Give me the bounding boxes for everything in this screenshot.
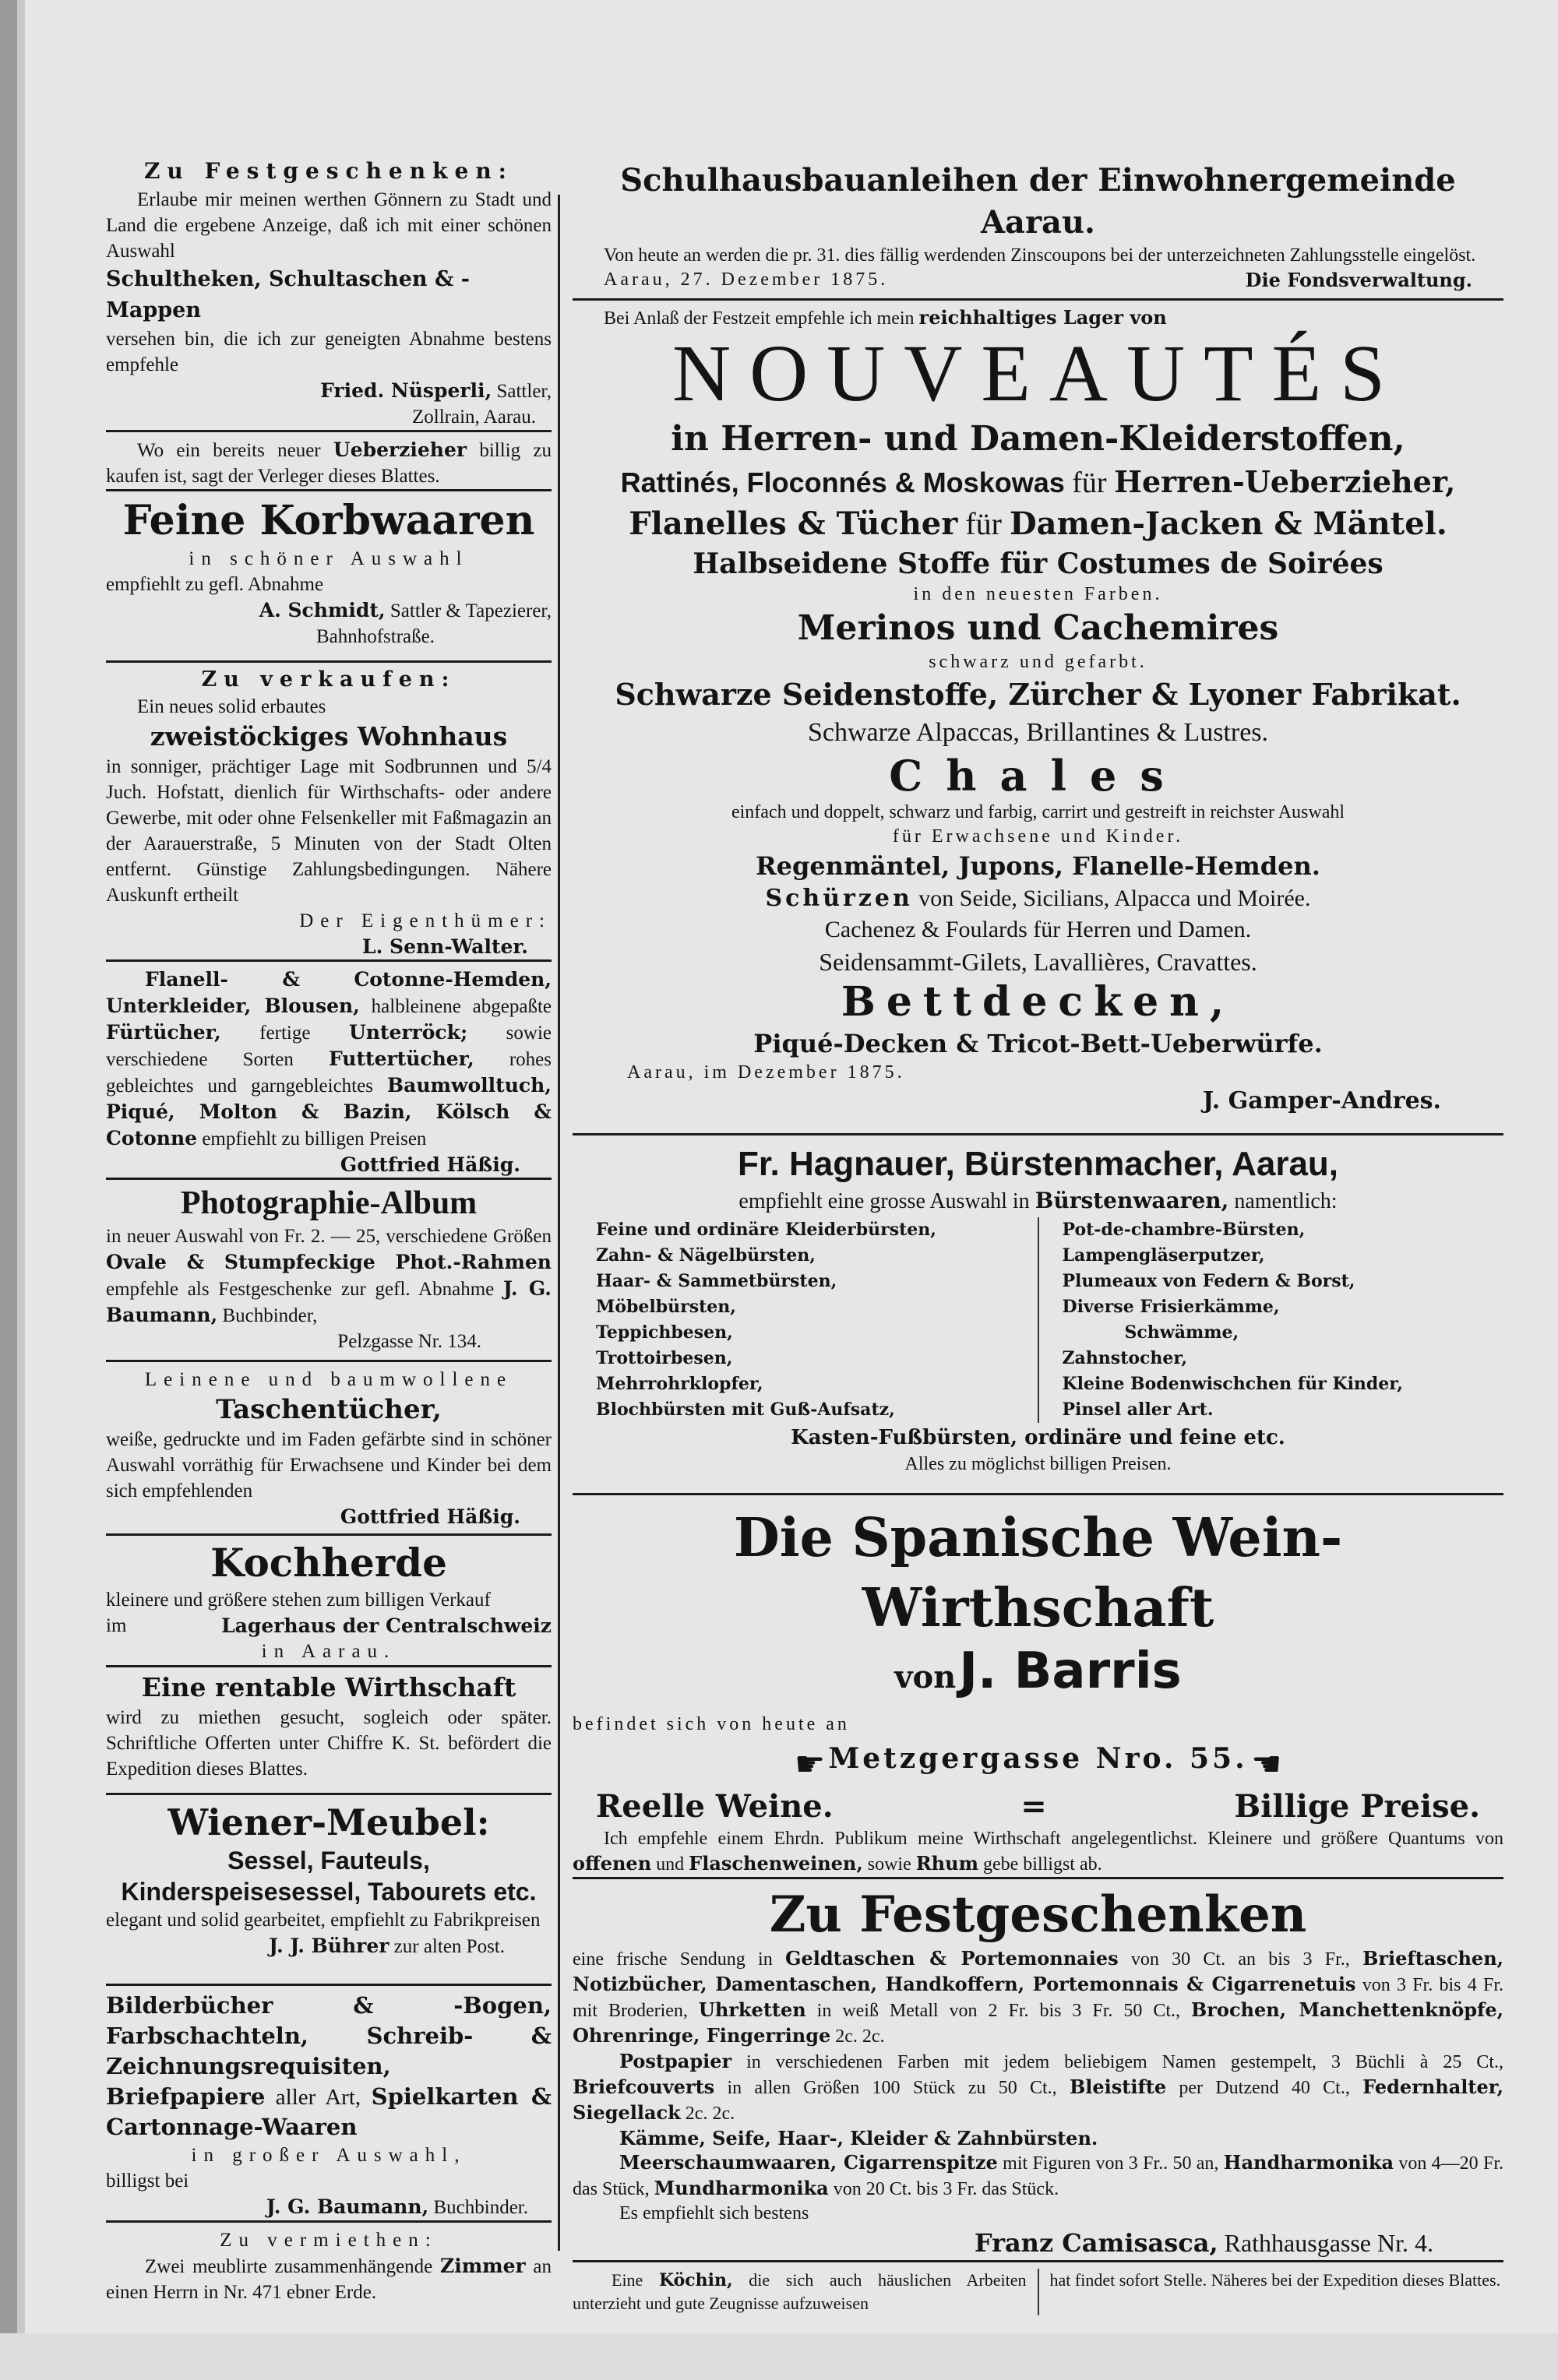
ad-title: Kochherde bbox=[210, 1540, 447, 1586]
ad-separator: = bbox=[1020, 1788, 1047, 1825]
signature-address: Pelzgasse Nr. 134. bbox=[337, 1331, 481, 1352]
signature-address: zur alten Post. bbox=[393, 1936, 505, 1957]
ad-keyword: Bilderbücher & -Bogen, Farbschachteln, Schreib- & Zeichnungsrequisiten, Briefpapiere bbox=[106, 1992, 552, 2110]
ad-line: Rattinés, Floconnés & Moskowas bbox=[620, 466, 1065, 498]
ad-line: Schürzen bbox=[765, 885, 913, 912]
ad-line: Herren-Ueberzieher, bbox=[1114, 464, 1456, 499]
ad-address: Metzgergasse Nro. 55. bbox=[828, 1742, 1248, 1775]
ad-text: an einen Herrn in Nr. 471 ebner Erde. bbox=[106, 2256, 552, 2303]
ad-keyword: reichhaltiges Lager von bbox=[918, 306, 1167, 329]
ad-text: in neuer Auswahl von Fr. 2. — 25, verschiedene Größen bbox=[106, 1226, 552, 1247]
ad-items: Sessel, Fauteuls, Kinderspeisesessel, Tabourets etc. bbox=[121, 1847, 537, 1906]
ad-note: Alles zu möglichst billigen Preisen. bbox=[904, 1454, 1172, 1474]
ad-keyword: Federnhalter, Siegellack bbox=[573, 2075, 1504, 2125]
ad-keyword: offenen bbox=[573, 1852, 652, 1875]
ad-keyword: Handharmonika bbox=[1223, 2151, 1394, 2174]
ad-line: einfach und doppelt, schwarz und farbig, carrirt und gestreift in reichster Auswahl bbox=[731, 802, 1345, 822]
ad-spanische-wein-wirthschaft bbox=[573, 1493, 1503, 1877]
ad-schulhausbauanleihen bbox=[573, 160, 1503, 298]
list-item: Feine und ordinäre Kleiderbürsten, bbox=[596, 1220, 936, 1240]
ad-title: Wiener-Meubel: bbox=[167, 1801, 490, 1843]
ad-bilderbuecher bbox=[106, 1984, 552, 2220]
list-item: Möbelbürsten, bbox=[596, 1297, 736, 1317]
list-item: Kleine Bodenwischchen für Kinder, bbox=[1062, 1374, 1403, 1394]
ad-wohnhaus bbox=[106, 660, 552, 959]
owner-label: Der Eigenthümer: bbox=[299, 910, 552, 931]
ad-body: Erlaube mir meinen werthen Gönnern zu Stadt und Land die ergebene Anzeige, daß ich mit einer schönen Auswahl bbox=[106, 189, 552, 262]
ad-text: in allen Größen 100 Stück zu 50 Ct., bbox=[714, 2078, 1070, 2099]
ad-keyword: Uhrketten bbox=[698, 1998, 806, 2022]
ad-line: Chales bbox=[889, 751, 1187, 801]
ad-keyword: Postpapier bbox=[619, 2050, 732, 2073]
ad-line: Flanelles & Tücher bbox=[629, 505, 958, 542]
ad-title: Fr. Hagnauer, Bürstenmacher, Aarau, bbox=[737, 1145, 1339, 1183]
ad-closing: Es empfiehlt sich bestens bbox=[619, 2203, 809, 2224]
signature-name: Gottfried Häßig. bbox=[340, 1505, 520, 1528]
ad-line: von Seide, Sicilians, Alpacca und Moirée. bbox=[912, 885, 1311, 911]
ad-keyword: Unterröck; bbox=[348, 1021, 468, 1044]
ad-text: hat findet sofort Stelle. Näheres bei der Expedition dieses Blattes. bbox=[1049, 2270, 1501, 2290]
ad-text: empfehle als Festgeschenke zur gefl. Abnahme bbox=[106, 1279, 495, 1300]
ad-text: von 3 Fr. bis 4 Fr. mit Broderien, bbox=[573, 1975, 1503, 2022]
ad-keyword: Futtertücher, bbox=[328, 1047, 474, 1070]
ad-keyword: Bleistifte bbox=[1069, 2075, 1167, 2099]
brush-list bbox=[573, 1217, 1503, 1423]
ad-text: Wo ein bereits neuer bbox=[137, 440, 333, 461]
ad-line: Schwarze Seidenstoffe, Zürcher & Lyoner Fabrikat. bbox=[615, 677, 1461, 712]
ad-keyword: Briefcouverts bbox=[573, 2075, 715, 2099]
page-bottom-margin bbox=[0, 2333, 1558, 2380]
ad-slogan: Reelle Weine. bbox=[596, 1788, 834, 1825]
ad-body: Von heute an werden die pr. 31. dies fällig werdenden Zinscoupons bei der unterzeichneten Zahlungsstelle eingelöst. bbox=[604, 245, 1476, 266]
ad-headline: zweistöckiges Wohnhaus bbox=[150, 721, 508, 752]
ad-slogan: Billige Preise. bbox=[1234, 1788, 1480, 1825]
signature-role: Buchbinder. bbox=[433, 2197, 528, 2218]
ad-body: elegant und solid gearbeitet, empfiehlt zu Fabrikpreisen bbox=[106, 1910, 541, 1931]
ad-text: sowie verschiedene Sorten bbox=[106, 1023, 552, 1070]
proprietor-name: J. Barris bbox=[959, 1642, 1182, 1700]
ad-keyword: Zimmer bbox=[439, 2255, 526, 2277]
signature-name: Die Fondsverwaltung. bbox=[1245, 269, 1472, 291]
signature-address: Rathhausgasse Nr. 4. bbox=[1224, 2229, 1433, 2258]
signature-name: Gottfried Häßig. bbox=[340, 1153, 520, 1176]
ad-text: mit Figuren von 3 Fr.. 50 an, bbox=[997, 2153, 1224, 2174]
ad-line: für Erwachsene und Kinder. bbox=[892, 826, 1184, 847]
ad-intro: befindet sich von heute an bbox=[573, 1714, 850, 1734]
ad-text: fertige bbox=[220, 1023, 349, 1044]
ad-body: empfiehlt zu gefl. Abnahme bbox=[106, 574, 324, 595]
signature-name: J. Gamper-Andres. bbox=[1202, 1087, 1441, 1114]
ad-hemden bbox=[106, 959, 552, 1178]
ad-date: Aarau, 27. Dezember 1875. bbox=[604, 269, 889, 290]
list-item: Mehrrohrklopfer, bbox=[596, 1374, 763, 1394]
ad-text: Zwei meublirte zusammenhängende bbox=[145, 2256, 440, 2277]
ad-keyword: Geldtaschen & Portemonnaies bbox=[784, 1947, 1119, 1970]
ad-taschentuecher bbox=[106, 1360, 552, 1533]
ad-keyword: Flaschenweinen, bbox=[689, 1852, 863, 1875]
ad-text: billig zu kaufen ist, sagt der Verleger dieses Blattes. bbox=[106, 440, 552, 487]
ad-festgeschenke-nuesperli bbox=[106, 156, 552, 430]
list-item: Trottoirbesen, bbox=[596, 1348, 733, 1368]
ad-keyword: Flanell- & Cotonne-Hemden, Unterkleider, Blousen, bbox=[106, 968, 552, 1017]
ad-text: sowie bbox=[862, 1854, 916, 1875]
ad-text: per Dutzend 40 Ct., bbox=[1166, 2078, 1363, 2099]
ad-body: weiße, gedruckte und im Faden gefärbte sind in schöner Auswahl vorräthig für Erwachsene und Kinder bei dem sich empfehlenden bbox=[106, 1429, 552, 1502]
ad-text: von 30 Ct. an bis 3 Fr., bbox=[1118, 1949, 1363, 1970]
ad-nouveautes bbox=[573, 298, 1503, 1133]
ad-festgeschenke-camisasca bbox=[573, 1877, 1503, 2260]
ad-title: NOUVEAUTÉS bbox=[671, 329, 1405, 418]
list-item: Plumeaux von Federn & Borst, bbox=[1062, 1271, 1355, 1291]
ad-line: für bbox=[957, 506, 1010, 541]
ad-body: versehen bin, die ich zur geneigten Abnahme bestens empfehle bbox=[106, 329, 552, 375]
ad-title: Eine rentable Wirthschaft bbox=[141, 1672, 516, 1702]
list-item: Lampengläserputzer, bbox=[1062, 1245, 1265, 1266]
ad-line: in den neuesten Farben. bbox=[913, 584, 1163, 604]
ad-line: Halbseidene Stoffe für Costumes de Soirées bbox=[693, 547, 1384, 580]
ad-title: Photographie-Album bbox=[180, 1185, 478, 1221]
ad-text: eine frische Sendung in bbox=[573, 1949, 785, 1970]
ad-line: Piqué-Decken & Tricot-Bett-Ueberwürfe. bbox=[753, 1029, 1323, 1058]
ad-kochherde bbox=[106, 1533, 552, 1665]
ad-text: die sich auch häuslichen Arbeiten unterzieht und gute Zeugnisse aufzuweisen bbox=[573, 2270, 1027, 2314]
ad-text: und bbox=[651, 1854, 689, 1875]
ad-keyword: Spielkarten & Cartonnage-Waaren bbox=[106, 2083, 552, 2140]
left-column bbox=[106, 156, 552, 2305]
pointing-hand-right-icon: ☛ bbox=[794, 1745, 826, 1784]
ad-title: Zu Festgeschenken bbox=[769, 1885, 1307, 1945]
ad-text: halbleinene abgepaßte bbox=[359, 996, 552, 1017]
ad-text: Eine bbox=[612, 2270, 659, 2290]
page-edge-shadow bbox=[0, 0, 17, 2380]
signature-name: J. J. Bührer bbox=[269, 1935, 390, 1957]
ad-highlight: Schultheken, Schultaschen & -Mappen bbox=[106, 267, 470, 322]
ad-vermiethen bbox=[106, 2220, 552, 2305]
signature-role: Buchbinder, bbox=[222, 1305, 318, 1326]
signature-role: Sattler & Tapezierer, bbox=[390, 600, 552, 621]
list-item: Teppichbesen, bbox=[596, 1322, 733, 1343]
ad-title: Zu Festgeschenken: bbox=[143, 158, 514, 184]
list-item: Zahn- & Nägelbürsten, bbox=[596, 1245, 816, 1266]
ad-text: empfiehlt zu billigen Preisen bbox=[197, 1128, 427, 1150]
ad-text: aller Art, bbox=[265, 2085, 372, 2110]
ad-text: von 20 Ct. bis 3 Fr. das Stück. bbox=[828, 2179, 1059, 2200]
ad-intro: empfiehlt eine grosse Auswahl in bbox=[738, 1189, 1035, 1213]
ad-line: für bbox=[1064, 466, 1115, 499]
ad-title: Zu verkaufen: bbox=[201, 667, 456, 692]
ad-koechin bbox=[573, 2260, 1503, 2315]
ad-line: Regenmäntel, Jupons, Flanelle-Hemden. bbox=[756, 851, 1320, 881]
ad-title: Schulhausbauanleihen der Einwohnergemeinde Aarau. bbox=[620, 162, 1456, 241]
ad-line: Seidensammt-Gilets, Lavallières, Cravattes. bbox=[819, 948, 1257, 976]
ad-place: in Aarau. bbox=[261, 1641, 397, 1662]
signature-name: L. Senn-Walter. bbox=[362, 935, 528, 958]
ad-line: Damen-Jacken & Mäntel. bbox=[1009, 505, 1447, 542]
signature-name: J. G. Baumann, bbox=[106, 1277, 552, 1326]
ad-keyword: Brochen, Manchettenknöpfe, Ohrenringe, Fingerringe bbox=[573, 1998, 1504, 2047]
ad-line: Bettdecken, bbox=[841, 978, 1235, 1026]
ad-title: Zu vermiethen: bbox=[220, 2230, 438, 2251]
ad-ueberzieher bbox=[106, 430, 552, 489]
list-item: Haar- & Sammetbürsten, bbox=[596, 1271, 837, 1291]
list-item: Blochbürsten mit Guß-Aufsatz, bbox=[596, 1399, 895, 1420]
signature-address: Zollrain, Aarau. bbox=[412, 407, 536, 428]
ad-keyword: Baumwolltuch, Piqué, Molton & Bazin, Kölsch & Cotonne bbox=[106, 1074, 552, 1150]
ad-body: wird zu miethen gesucht, sogleich oder später. Schriftliche Offerten unter Chiffre K. St. befördert die Expedition dieses Blattes. bbox=[106, 1707, 552, 1780]
signature-name: J. G. Baumann, bbox=[266, 2195, 429, 2218]
ad-intro: namentlich: bbox=[1228, 1189, 1338, 1213]
ad-subtitle: in schöner Auswahl bbox=[189, 548, 469, 569]
list-item: Pot-de-chambre-Bürsten, bbox=[1062, 1220, 1306, 1240]
ad-keyword: Fürtücher, bbox=[106, 1021, 221, 1044]
ad-text: 2c. 2c. bbox=[830, 2026, 885, 2047]
ad-line: Merinos und Cachemires bbox=[797, 608, 1279, 648]
signature-name: Franz Camisasca, bbox=[974, 2228, 1218, 2259]
ad-keyword: Brieftaschen, Notizbücher, Damentaschen, Handkoffern, Portemonnais & Cigarrenetuis bbox=[573, 1947, 1504, 1996]
ad-text: in weiß Metall von 2 Fr. bis 3 Fr. 50 Ct., bbox=[805, 2001, 1191, 2022]
page-edge bbox=[17, 0, 25, 2380]
ad-text: gebe billigst ab. bbox=[978, 1854, 1102, 1875]
signature-name: A. Schmidt, bbox=[259, 599, 386, 621]
ad-keyword: Bürstenwaaren, bbox=[1035, 1188, 1229, 1213]
ad-hagnauer bbox=[573, 1133, 1503, 1493]
ad-date: Aarau, im Dezember 1875. bbox=[627, 1062, 905, 1083]
ad-photographie-album bbox=[106, 1178, 552, 1360]
brush-list-right bbox=[1038, 1217, 1504, 1423]
ad-line: Cachenez & Foulards für Herren und Damen. bbox=[824, 917, 1252, 942]
ad-wiener-meubel bbox=[106, 1793, 552, 1984]
ad-title: Die Spanische Wein-Wirthschaft bbox=[733, 1507, 1343, 1639]
ad-keyword: Mundharmonika bbox=[654, 2177, 829, 2200]
ad-line: in Herren- und Damen-Kleiderstoffen, bbox=[671, 419, 1405, 459]
column-divider bbox=[558, 195, 560, 2251]
ad-keyword: Meerschaumwaaren, Cigarrenspitze bbox=[619, 2151, 998, 2174]
list-item: Diverse Frisierkämme, bbox=[1062, 1297, 1280, 1317]
ad-keyword: Ovale & Stumpfeckige Phot.-Rahmen bbox=[106, 1251, 552, 1273]
ad-pretitle: Leinene und baumwollene bbox=[144, 1369, 513, 1390]
signature-name: Fried. Nüsperli, bbox=[320, 379, 492, 402]
ad-keyword: Köchin, bbox=[658, 2270, 733, 2291]
ad-wirthschaft bbox=[106, 1665, 552, 1793]
ad-text: 2c. 2c. bbox=[680, 2104, 735, 2125]
list-item: Pinsel aller Art. bbox=[1062, 1399, 1214, 1420]
ad-text: Ich empfehle einem Ehrdn. Publikum meine Wirthschaft angelegentlichst. Kleinere und größere Quantums von bbox=[604, 1829, 1503, 1850]
list-item: Zahnstocher, bbox=[1062, 1348, 1188, 1368]
ad-keyword: Lagerhaus der Centralschweiz bbox=[221, 1614, 552, 1637]
signature-address: Bahnhofstraße. bbox=[315, 626, 435, 647]
ad-line: schwarz und gefarbt. bbox=[929, 652, 1147, 672]
signature-role: Sattler, bbox=[496, 381, 552, 402]
ad-keyword: Kämme, Seife, Haar-, Kleider & Zahnbürsten. bbox=[619, 2127, 1098, 2150]
ad-korbwaaren bbox=[106, 489, 552, 660]
ad-text: von bbox=[894, 1659, 957, 1695]
ad-subtitle: in großer Auswahl, bbox=[191, 2145, 467, 2166]
ad-body: billigst bei bbox=[106, 2171, 189, 2192]
ad-body: kleinere und größere stehen zum billigen Verkauf bbox=[106, 1590, 491, 1611]
ad-body: in sonniger, prächtiger Lage mit Sodbrunnen und 5/4 Juch. Hofstatt, dienlich für Wirthschafts- oder andere Gewerbe, mit oder ohne Felsenkeller mit Faßmagazin an der Aarauerstraße, 5 Minuten von der Stadt Olten entfernt. Günstige Zahlungsbedingungen. Nähere Auskunft ertheilt bbox=[106, 756, 552, 906]
ad-keyword: Ueberzieher bbox=[333, 438, 467, 461]
ad-intro: Bei Anlaß der Festzeit empfehle ich mein bbox=[604, 308, 919, 329]
list-item: Schwämme, bbox=[1124, 1322, 1239, 1343]
ad-title: Feine Korbwaaren bbox=[122, 497, 535, 544]
ad-footer: Kasten-Fußbürsten, ordinäre und feine etc. bbox=[791, 1426, 1285, 1449]
right-column bbox=[573, 160, 1503, 2315]
pointing-hand-left-icon: ☛ bbox=[1250, 1745, 1282, 1784]
ad-intro: Ein neues solid erbautes bbox=[137, 696, 326, 717]
ad-text: im bbox=[106, 1615, 127, 1636]
ad-line: Schwarze Alpaccas, Brillantines & Lustres. bbox=[807, 718, 1269, 747]
ad-text: von 4—20 Fr. das Stück, bbox=[573, 2153, 1504, 2200]
ad-title: Taschentücher, bbox=[216, 1394, 442, 1425]
ad-text: rohes gebleichtes und garngebleichtes bbox=[106, 1049, 552, 1097]
brush-list-left bbox=[573, 1217, 1038, 1423]
ad-text: in verschiedenen Farben mit jedem beliebigem Namen gestempelt, 3 Büchli à 25 Ct., bbox=[731, 2052, 1503, 2073]
ad-keyword: Rhum bbox=[915, 1852, 978, 1875]
